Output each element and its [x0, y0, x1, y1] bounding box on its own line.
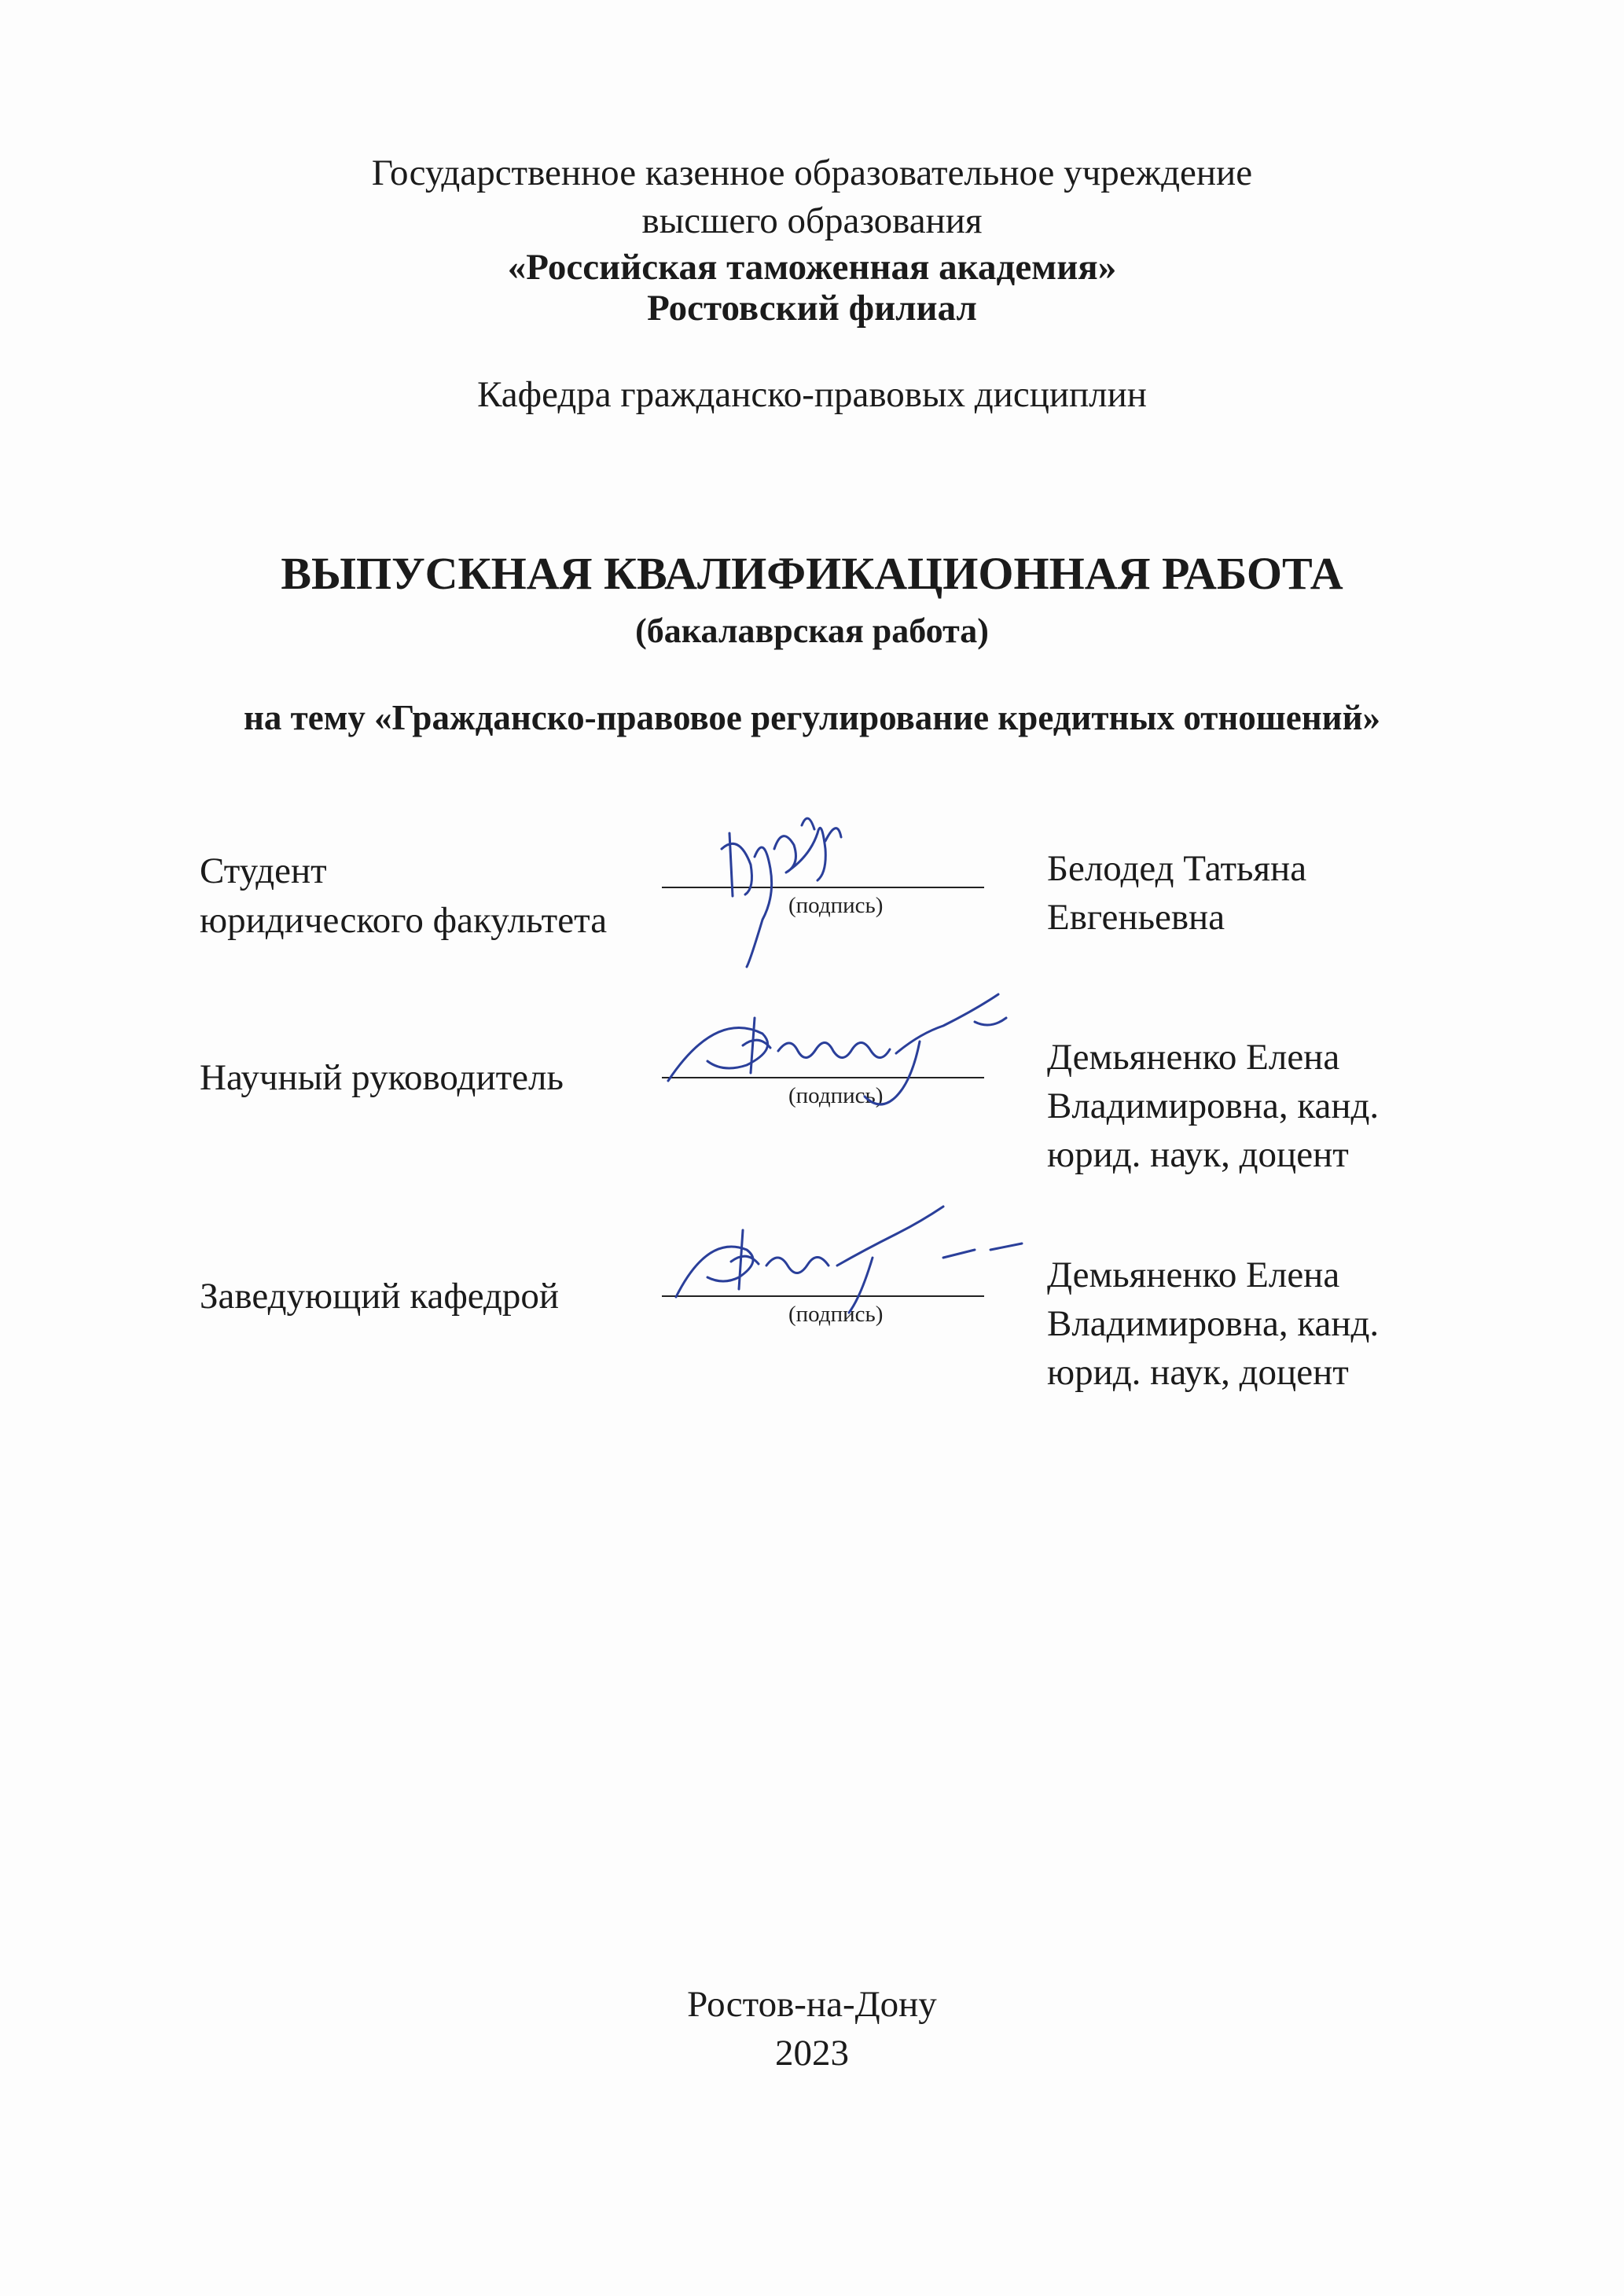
city: Ростов-на-Дону — [687, 1984, 937, 2025]
head-name-line-3: юрид. наук, доцент — [1047, 1352, 1349, 1393]
supervisor-name-line-1: Демьяненко Елена — [1047, 1037, 1340, 1078]
supervisor-role: Научный руководитель — [200, 1057, 564, 1098]
head-name-line-1: Демьяненко Елена — [1047, 1255, 1340, 1295]
supervisor-signature — [660, 986, 1030, 1112]
institution-line-1: Государственное казенное образовательное учреждение — [371, 152, 1253, 193]
academy-name: «Российская таможенная академия» — [507, 247, 1117, 288]
year: 2023 — [775, 2033, 849, 2074]
department-name: Кафедра гражданско-правовых дисциплин — [477, 374, 1147, 415]
student-signature — [707, 802, 849, 975]
branch-name: Ростовский филиал — [647, 288, 977, 329]
supervisor-signature-caption: (подпись) — [788, 1083, 884, 1108]
student-signature-caption: (подпись) — [788, 893, 884, 918]
head-name-line-2: Владимировна, канд. — [1047, 1303, 1380, 1344]
head-role: Заведующий кафедрой — [200, 1276, 560, 1317]
head-signature-caption: (подпись) — [788, 1302, 884, 1327]
student-name-line-1: Белодед Татьяна — [1047, 848, 1307, 889]
work-subtitle: (бакалаврская работа) — [635, 612, 989, 650]
student-role-line-2: юридического факультета — [200, 900, 608, 941]
work-title: ВЫПУСКНАЯ КВАЛИФИКАЦИОННАЯ РАБОТА — [281, 548, 1343, 599]
institution-line-2: высшего образования — [641, 200, 983, 241]
work-topic: на тему «Гражданско-правовое регулирование кредитных отношений» — [243, 698, 1381, 737]
head-signature — [660, 1203, 1038, 1321]
student-role-line-1: Студент — [200, 850, 327, 891]
student-name-line-2: Евгеньевна — [1047, 897, 1225, 938]
supervisor-name-line-2: Владимировна, канд. — [1047, 1086, 1380, 1126]
supervisor-name-line-3: юрид. наук, доцент — [1047, 1134, 1349, 1175]
